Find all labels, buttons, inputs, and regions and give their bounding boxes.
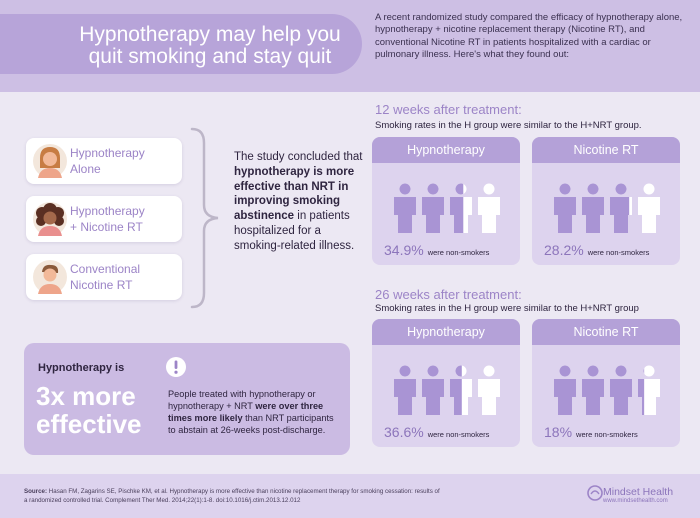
stat-value: 36.6% (384, 424, 424, 440)
person-figure-icon (450, 366, 472, 416)
group-label (70, 203, 180, 235)
callout-kicker: Hypnotherapy is (38, 362, 125, 374)
result-panel-12wk-hypnotherapy (372, 137, 520, 265)
group-label-line1: Conventional (70, 262, 141, 276)
panel-stat (544, 424, 678, 442)
group-card-hypnotherapy-nrt (26, 196, 182, 242)
group-label-line2: + Nicotine RT (70, 220, 143, 234)
person-avatar-icon (33, 144, 67, 178)
callout-text-bold: were over three times more likely (168, 401, 324, 423)
person-figure-icon (554, 366, 576, 416)
panel-title: Hypnotherapy (372, 319, 520, 345)
stat-value: 34.9% (384, 242, 424, 258)
source-citation (24, 487, 444, 505)
person-figures (554, 365, 664, 415)
result-panel-12wk-nicotine-rt (532, 137, 680, 265)
stat-label: were non-smokers (427, 248, 490, 257)
study-conclusion (234, 150, 364, 254)
result-panel-26wk-nicotine-rt (532, 319, 680, 447)
group-label-line2: Nicotine RT (70, 278, 133, 292)
person-figure-icon (638, 184, 660, 234)
person-figure-icon (394, 366, 416, 416)
result-panel-26wk-hypnotherapy (372, 319, 520, 447)
person-figure-icon (554, 184, 576, 234)
person-figure-icon (422, 366, 444, 416)
section-title-26-weeks: 26 weeks after treatment: (375, 287, 522, 302)
panel-title: Hypnotherapy (372, 137, 520, 163)
person-figure-icon (450, 184, 472, 234)
group-label-line2: Alone (70, 162, 101, 176)
callout-text-end: than NRT participants to abstain at 26-weeks post-discharge. (168, 413, 334, 435)
person-figure-icon (610, 366, 632, 416)
section-subtitle-12-weeks: Smoking rates in the H group were similar to the H+NRT group. (375, 120, 642, 131)
person-figure-icon (638, 366, 660, 416)
panel-stat (384, 424, 518, 442)
panel-stat (544, 242, 678, 260)
person-figure-icon (478, 184, 500, 234)
callout-headline-line1: 3x more (36, 381, 136, 411)
callout-description (168, 388, 340, 436)
group-label-line1: Hypnotherapy (70, 146, 145, 160)
group-label (70, 261, 180, 293)
person-figures (394, 365, 504, 415)
group-label (70, 145, 180, 177)
panel-title: Nicotine RT (532, 319, 680, 345)
conclusion-text-end: in patients hospitalized for a smoking-related illness. (234, 210, 355, 252)
person-figures (554, 183, 664, 233)
source-label: Source: (24, 488, 48, 495)
stat-label: were non-smokers (576, 430, 638, 439)
person-figure-icon (582, 184, 604, 234)
person-figure-icon (610, 184, 632, 234)
person-figures (394, 183, 504, 233)
brand-name[interactable]: Mindset Health (603, 486, 674, 498)
panel-title: Nicotine RT (532, 137, 680, 163)
section-title-12-weeks: 12 weeks after treatment: (375, 102, 522, 117)
page-title (60, 24, 360, 68)
stat-value: 28.2% (544, 242, 584, 258)
intro-text: A recent randomized study compared the efficacy of hypnotherapy alone, hypnotherapy + nicotine replacement therapy (Nicotine RT), and conventional Nicotine RT in patients hospitalized with a cardiac or pulmonary illness. Here's what they found out: (375, 12, 683, 60)
person-figure-icon (478, 366, 500, 416)
callout-text-start: People treated with hypnotherapy or hypnotherapy + NRT (168, 389, 316, 411)
callout-headline-line2: effective (36, 409, 142, 439)
person-avatar-icon (33, 260, 67, 294)
page-title-line1: Hypnotherapy may help you (79, 23, 341, 46)
group-card-hypnotherapy-alone (26, 138, 182, 184)
person-figure-icon (394, 184, 416, 234)
person-avatar-icon (33, 202, 67, 236)
section-subtitle-26-weeks: Smoking rates in the H group were similar to the H+NRT group (375, 303, 639, 314)
warning-icon (165, 356, 187, 378)
panel-stat (384, 242, 518, 260)
conclusion-text-bold: hypnotherapy is more effective than NRT in improving smoking abstinence (234, 165, 355, 223)
stat-label: were non-smokers (427, 430, 490, 439)
group-card-conventional-nrt (26, 254, 182, 300)
conclusion-text-start: The study concluded that (234, 151, 363, 163)
page-title-line2: quit smoking and stay quit (88, 45, 332, 68)
source-text: Hasan FM, Zagarins SE, Pischke KM, et al. Hypnotherapy is more effective than nicotine replacement therapy for smoking cessation: results of a randomized controlled trial. Complement Ther Med. 2014;22(1):1-8. doi:10.1016/j.ctim.2013.12.012 (24, 488, 440, 504)
callout-headline (36, 382, 166, 438)
person-figure-icon (582, 366, 604, 416)
person-figure-icon (422, 184, 444, 234)
brand-url[interactable]: www.mindsethealth.com (603, 498, 668, 504)
stat-label: were non-smokers (587, 248, 650, 257)
brace-connector (188, 127, 224, 309)
group-label-line1: Hypnotherapy (70, 204, 145, 218)
stat-value: 18% (544, 424, 573, 440)
